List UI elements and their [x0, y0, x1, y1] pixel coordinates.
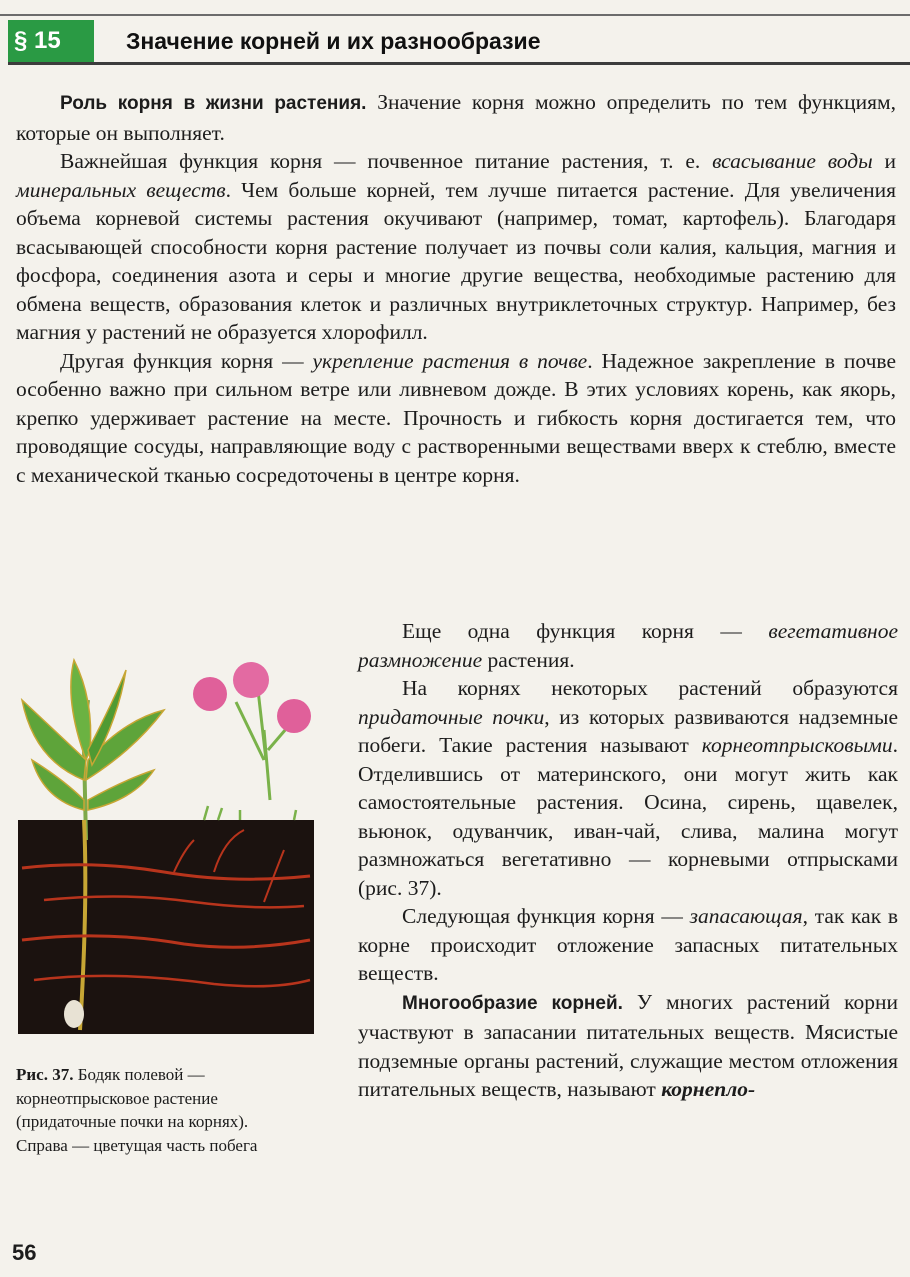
figure-caption [16, 1063, 296, 1157]
soil-block [18, 820, 314, 1034]
paragraph-buds [358, 674, 898, 902]
paragraph-text: . Надежное закрепление в почве особенно важно при сильном ветре или ливневом дожде. В этих условиях корень, как якорь, крепко удерживает растение на месте. Прочность и гибкость корня достигается тем, что проводящие сосуды, направляющие воду с растворенными веществами вверх к стеблю, вместе с механической тканью сосредоточены в центре корня. [16, 348, 896, 487]
main-text-right-column [358, 617, 898, 1104]
paragraph-diversity [358, 988, 898, 1104]
paragraph-text: . Чем больше корней, тем лучше питается растение. Для увеличения объема корневой системы растения окучивают (например, томат, картофель). Благодаря всасывающей способности корня растение получает из почвы соли калия, кальция, магния и фосфора, соединения азота и серы и многие другие вещества, необходимые растению для обмена веществ, образования клеток и различных внутриклеточных структур. Например, без магния у растений не образуется хлорофилл. [16, 177, 896, 344]
paragraph-text: Важнейшая функция корня — почвенное питание растения, т. е. [60, 149, 713, 173]
sprouts [204, 806, 296, 820]
paragraph-text: У многих растений корни участвуют в запасании питательных веществ. Мясистые подземные органы растений, служащие местом отложения питательных веществ, называют [358, 989, 898, 1101]
italic-term: корнепло- [661, 1077, 756, 1101]
italic-term: придаточные почки [358, 704, 545, 729]
paragraph-text: , так как в корне происходит отложение запасных питательных веществ. [358, 904, 898, 985]
paragraph-heading: Роль корня в жизни растения. [60, 93, 367, 114]
italic-term: вегетативное размножение [358, 619, 898, 672]
top-rule [0, 14, 910, 16]
flower-head [233, 662, 269, 698]
paragraph-text: На корнях некоторых растений образуются [402, 676, 898, 700]
paragraph-text: и [872, 149, 896, 173]
page-title: Значение корней и их разнообразие [126, 28, 541, 54]
italic-term: запасающая [689, 904, 803, 928]
section-number-badge: § 15 [8, 20, 94, 62]
paragraph-nutrition [16, 147, 896, 347]
italic-term: корнеотпрысковыми [701, 733, 893, 757]
page-number: 56 [12, 1240, 37, 1265]
section-header [8, 20, 910, 65]
paragraph-heading: Многообразие корней. [402, 992, 623, 1014]
italic-term: всасывание воды [712, 149, 873, 173]
caption-text: Бодяк полевой — корнеотпрысковое растение (придаточные почки на корнях). Справа — цветущая часть побега [16, 1065, 258, 1155]
leaf [88, 770, 154, 810]
bud [64, 1000, 84, 1028]
paragraph-text: , из которых развиваются надземные побеги. Такие растения называют [358, 704, 898, 757]
paragraph-text: Другая функция корня — [60, 348, 313, 373]
paragraph-anchoring [16, 347, 896, 490]
paragraph-text: Еще одна функция корня — [402, 619, 769, 643]
paragraph-text: Значение корня можно определить по тем функциям, которые он выполняет. [16, 90, 897, 145]
paragraph-text: . Отделившись от материнского, они могут жить как самостоятельные растения. Осина, сирень, щавелек, вьюнок, одуванчик, иван-чай, слива, малина могут размножаться вегетативно — корневыми отпрысками (рис. 37). [358, 733, 898, 900]
paragraph-storage [358, 902, 898, 988]
paragraph-text: растения. [482, 647, 575, 672]
italic-term: минеральных веществ [16, 177, 226, 202]
figure-thistle-illustration [14, 640, 316, 1036]
paragraph-vegetative [358, 617, 898, 674]
paragraph-role [16, 88, 896, 147]
italic-term: укрепление растения в почве [312, 348, 588, 373]
main-text-top [16, 88, 896, 489]
flower-head [277, 699, 311, 733]
caption-label: Рис. 37. [16, 1065, 74, 1084]
flower-head [193, 677, 227, 711]
leaf [71, 660, 91, 760]
paragraph-text: Следующая функция корня — [402, 904, 690, 928]
